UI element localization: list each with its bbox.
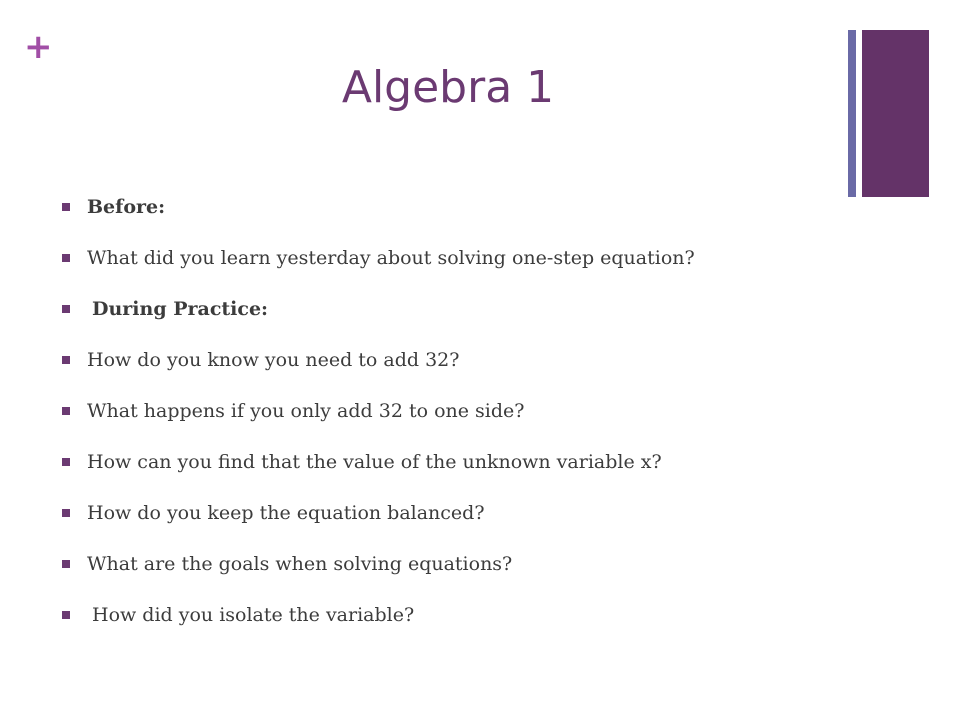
bullet-square-icon (62, 611, 70, 619)
bullet-item (62, 334, 852, 385)
bullet-item (62, 283, 852, 334)
slide-title: Algebra 1 (341, 62, 555, 113)
bullet-square-icon (62, 407, 70, 415)
bullet-square-icon (62, 254, 70, 262)
bullet-item (62, 385, 852, 436)
bullet-text: How can you find that the value of the unknown variable x? (87, 450, 662, 473)
bullet-text: What did you learn yesterday about solving one-step equation? (87, 246, 695, 269)
bullet-item (62, 538, 852, 589)
bullet-list (62, 181, 852, 640)
bullet-square-icon (62, 509, 70, 517)
bullet-text: How did you isolate the variable? (92, 603, 415, 626)
bullet-text: How do you know you need to add 32? (87, 348, 460, 371)
bullet-text: What are the goals when solving equations? (87, 552, 513, 575)
plus-icon: + (24, 27, 53, 67)
bullet-item (62, 487, 852, 538)
bullet-item (62, 181, 852, 232)
bullet-square-icon (62, 356, 70, 364)
bullet-item (62, 436, 852, 487)
bullet-text: Before: (87, 195, 166, 218)
bullet-square-icon (62, 203, 70, 211)
bullet-text: What happens if you only add 32 to one side? (87, 399, 525, 422)
bullet-text: How do you keep the equation balanced? (87, 501, 485, 524)
bullet-item (62, 232, 852, 283)
bullet-item (62, 589, 852, 640)
bullet-square-icon (62, 305, 70, 313)
bullet-text: During Practice: (92, 297, 269, 320)
bullet-square-icon (62, 560, 70, 568)
bullet-square-icon (62, 458, 70, 466)
